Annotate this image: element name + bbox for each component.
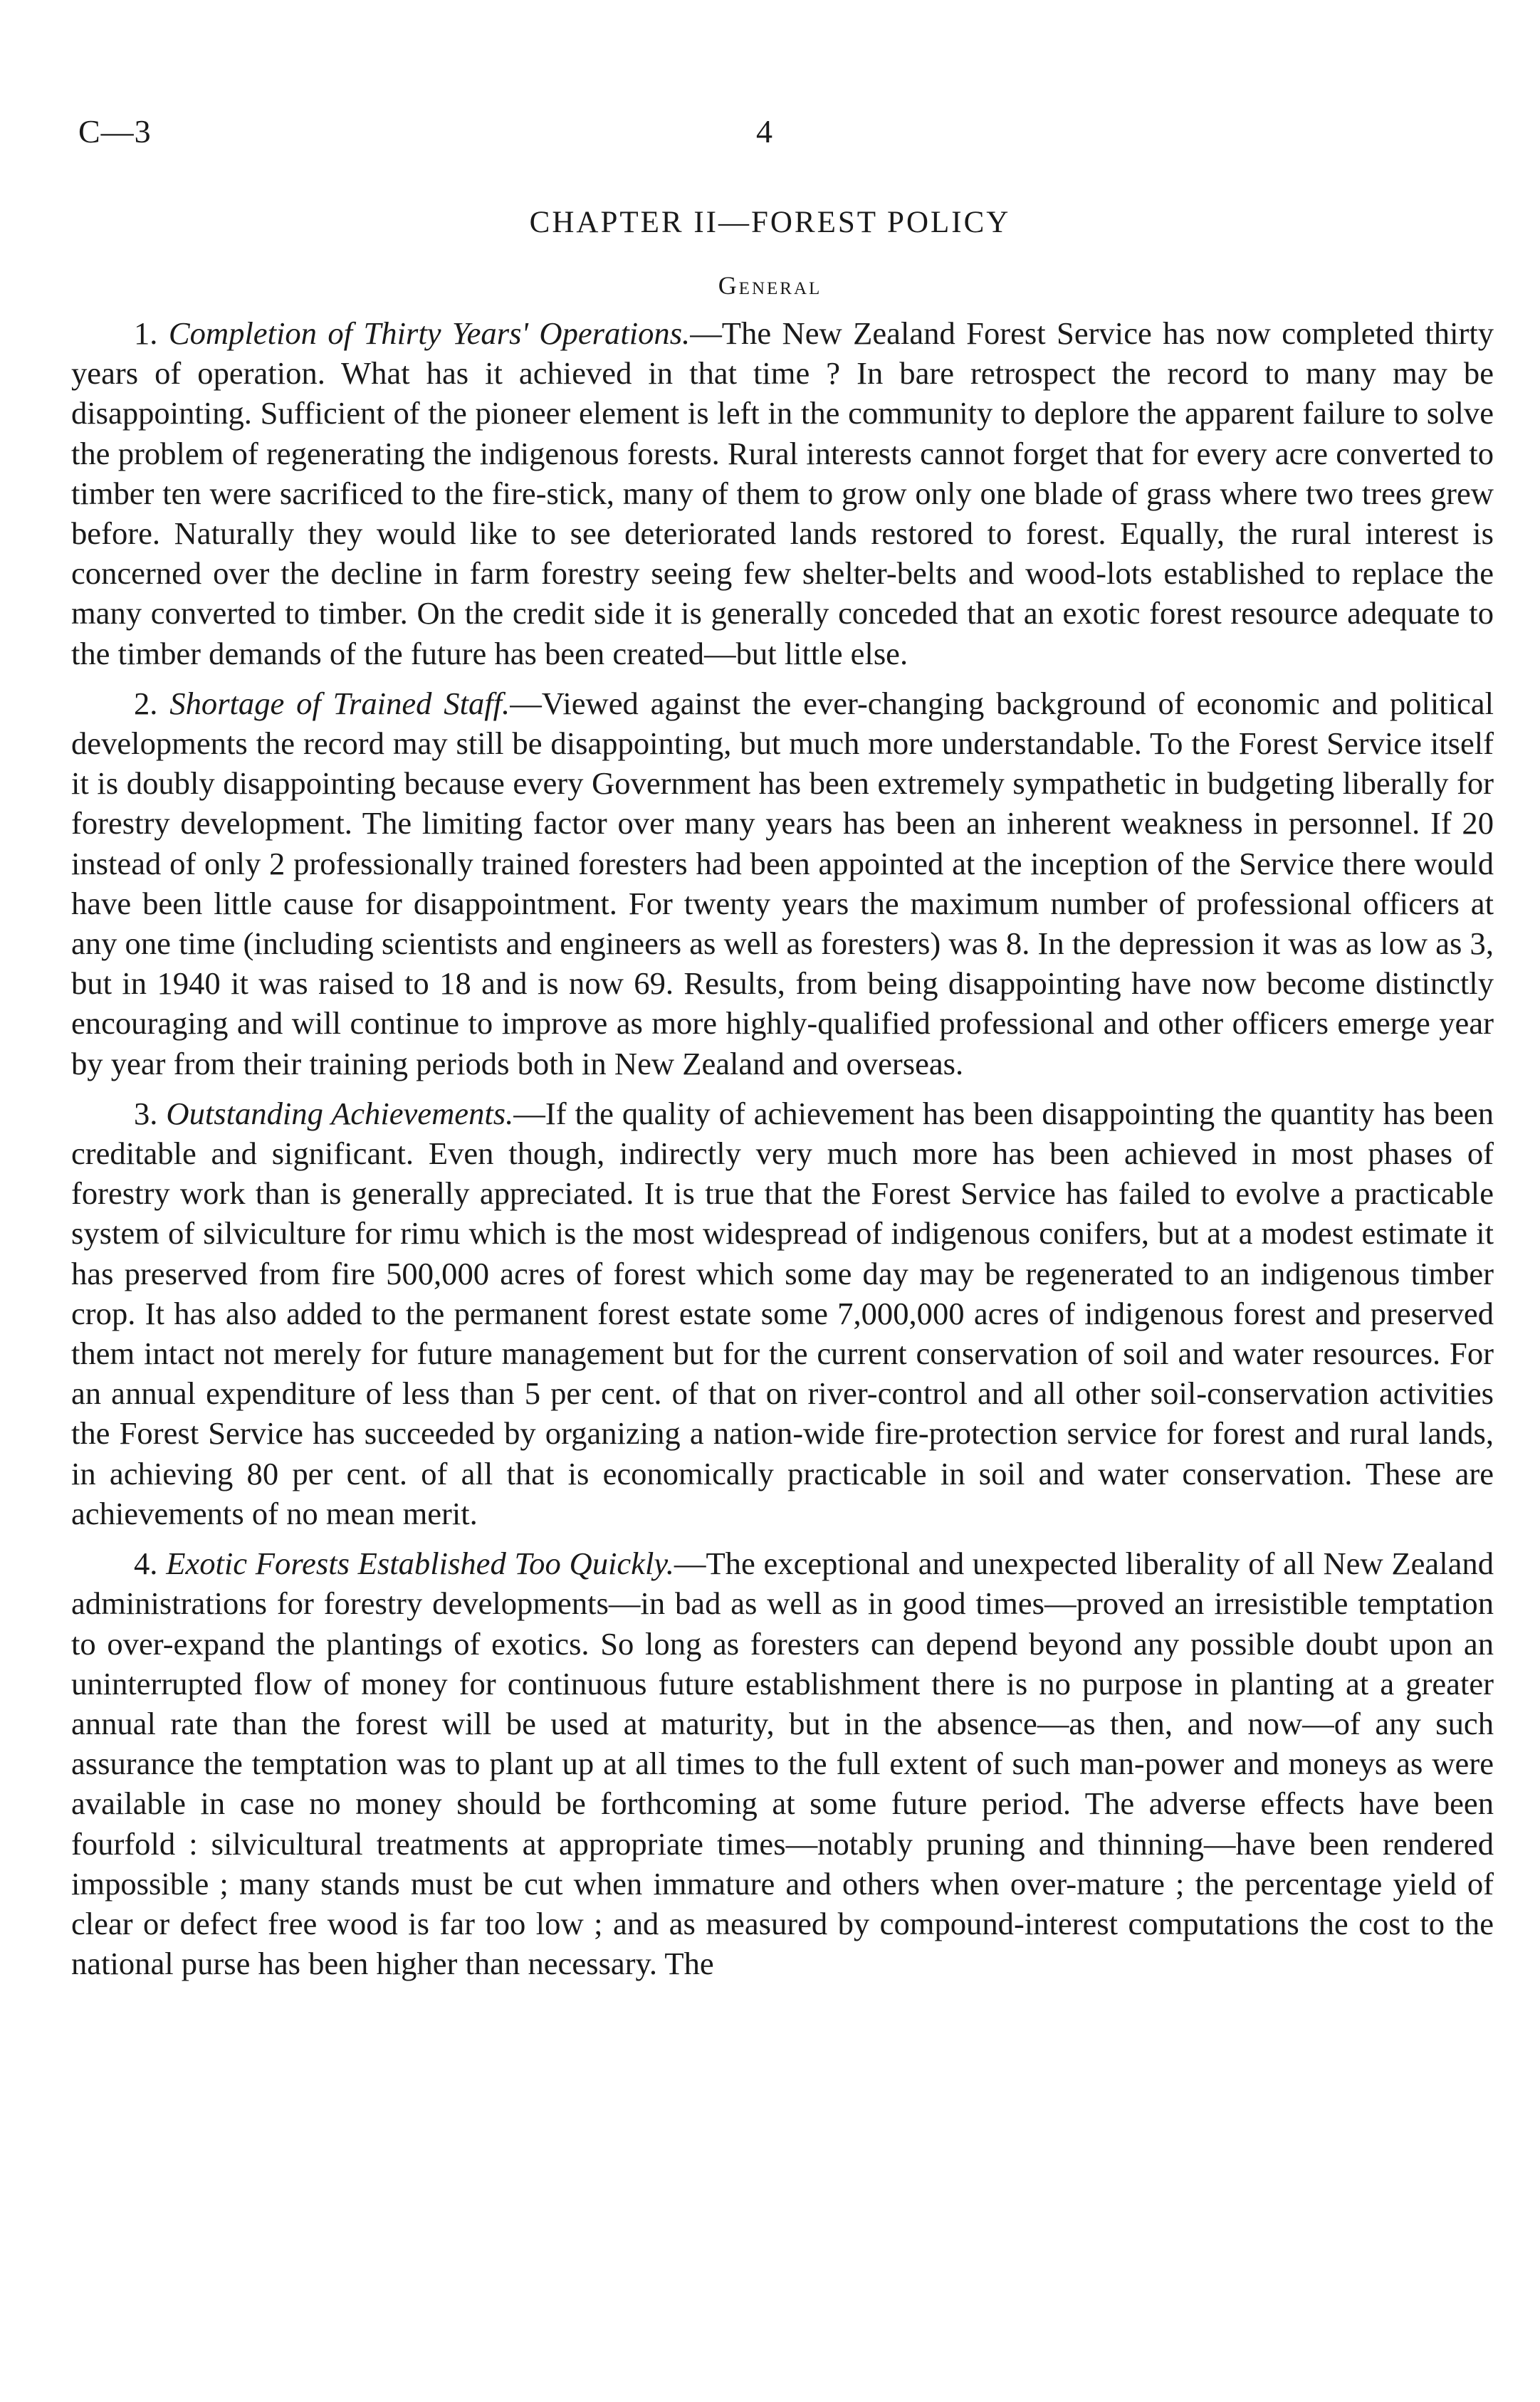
body-text [71, 313, 1494, 1993]
paragraph-number: 4. [134, 1546, 158, 1582]
paragraph-text: —Viewed against the ever-changing background of economic and political developments the record may still be disappointing, but much more understandable. To the Forest Service itself it is doubly disappointing because every Government has been extremely sympathetic in budgeting liberally for forestry development. The limiting factor over many years has been an inherent weakness in personnel. If 20 instead of only 2 professionally trained foresters had been appointed at the inception of the Service there would have been little cause for disappointment. For twenty years the maximum number of professional officers at any one time (including scientists and engineers as well as foresters) was 8. In the depression it was as low as 3, but in 1940 it was raised to 18 and is now 69. Results, from being disappointing have now become distinctly encouraging and will continue to improve as more highly-qualified professional and other officers emerge year by year from their training periods both in New Zealand and overseas. [71, 685, 1494, 1081]
paragraph-text: —If the quality of achievement has been disappointing the quantity has been creditable and significant. Even though, indirectly very much more has been achieved in most phases of forestry work than is generally appreciated. It is true that the Forest Service has failed to evolve a practicable system of silviculture for rimu which is the most widespread of indigenous conifers, but at a modest estimate it has preserved from fire 500,000 acres of forest which some day may be regenerated to an indigenous timber crop. It has also added to the permanent forest estate some 7,000,000 acres of indigenous forest and preserved them intact not merely for future management but for the current conservation of soil and water resources. For an annual expenditure of less than 5 per cent. of that on river-control and all other soil-conservation activities the Forest Service has succeeded by organizing a nation-wide fire-protection service for forest and rural lands, in achieving 80 per cent. of all that is economically practicable in soil and water conservation. These are achievements of no mean merit. [71, 1095, 1494, 1531]
paragraph-heading: Outstanding Achievements. [166, 1095, 514, 1131]
paragraph-text: —The New Zealand Forest Service has now completed thirty years of operation. What has it achieved in that time ? In bare retrospect the record to many may be disappointing. Sufficient of the pioneer element is left in the community to deplore the apparent failure to solve the problem of regenerating the indigenous forests. Rural interests cannot forget that for every acre converted to timber ten were sacrificed to the fire-stick, many of them to grow only one blade of grass where two trees grew before. Naturally they would like to see deteriorated lands restored to forest. Equally, the rural interest is concerned over the decline in farm forestry seeing few shelter-belts and wood-lots established to replace the many converted to timber. On the credit side it is generally conceded that an exotic forest resource adequate to the timber demands of the future has been created—but little else. [71, 315, 1494, 671]
paragraph-text: —The exceptional and unexpected liberality of all New Zealand administrations for forestry developments—in bad as well as in good times—proved an irresistible temptation to over-expand the plantings of exotics. So long as foresters can depend beyond any possible doubt upon an uninterrupted flow of money for continuous future establishment there is no purpose in planting at a greater annual rate than the forest will be used at maturity, but in the absence—as then, and now—of any such assurance the temptation was to plant up at all times to the full extent of such man-power and moneys as were available in case no money should be forthcoming at some future period. The adverse effects have been fourfold : silvicultural treatments at appropriate times—notably pruning and thinning—have been rendered impossible ; many stands must be cut when immature and others when over-mature ; the percentage yield of clear or defect free wood is far too low ; and as measured by compound-interest computations the cost to the national purse has been higher than necessary. The [71, 1546, 1494, 1982]
paragraph-number: 1. [134, 315, 158, 351]
paragraph-2 [71, 683, 1494, 1084]
chapter-title: CHAPTER II—FOREST POLICY [529, 206, 1011, 239]
paragraph-4 [71, 1543, 1494, 1983]
paragraph-heading: Exotic Forests Established Too Quickly. [166, 1546, 674, 1582]
paragraph-heading: Completion of Thirty Years' Operations. [168, 315, 691, 351]
paragraph-number: 3. [134, 1095, 158, 1131]
page-number: 4 [756, 113, 772, 150]
paragraph-3 [71, 1094, 1494, 1533]
page-reference: C—3 [78, 113, 152, 150]
paragraph-heading: Shortage of Trained Staff. [169, 685, 510, 721]
section-heading: General [718, 271, 822, 300]
paragraph-number: 2. [134, 685, 158, 721]
paragraph-1 [71, 313, 1494, 673]
